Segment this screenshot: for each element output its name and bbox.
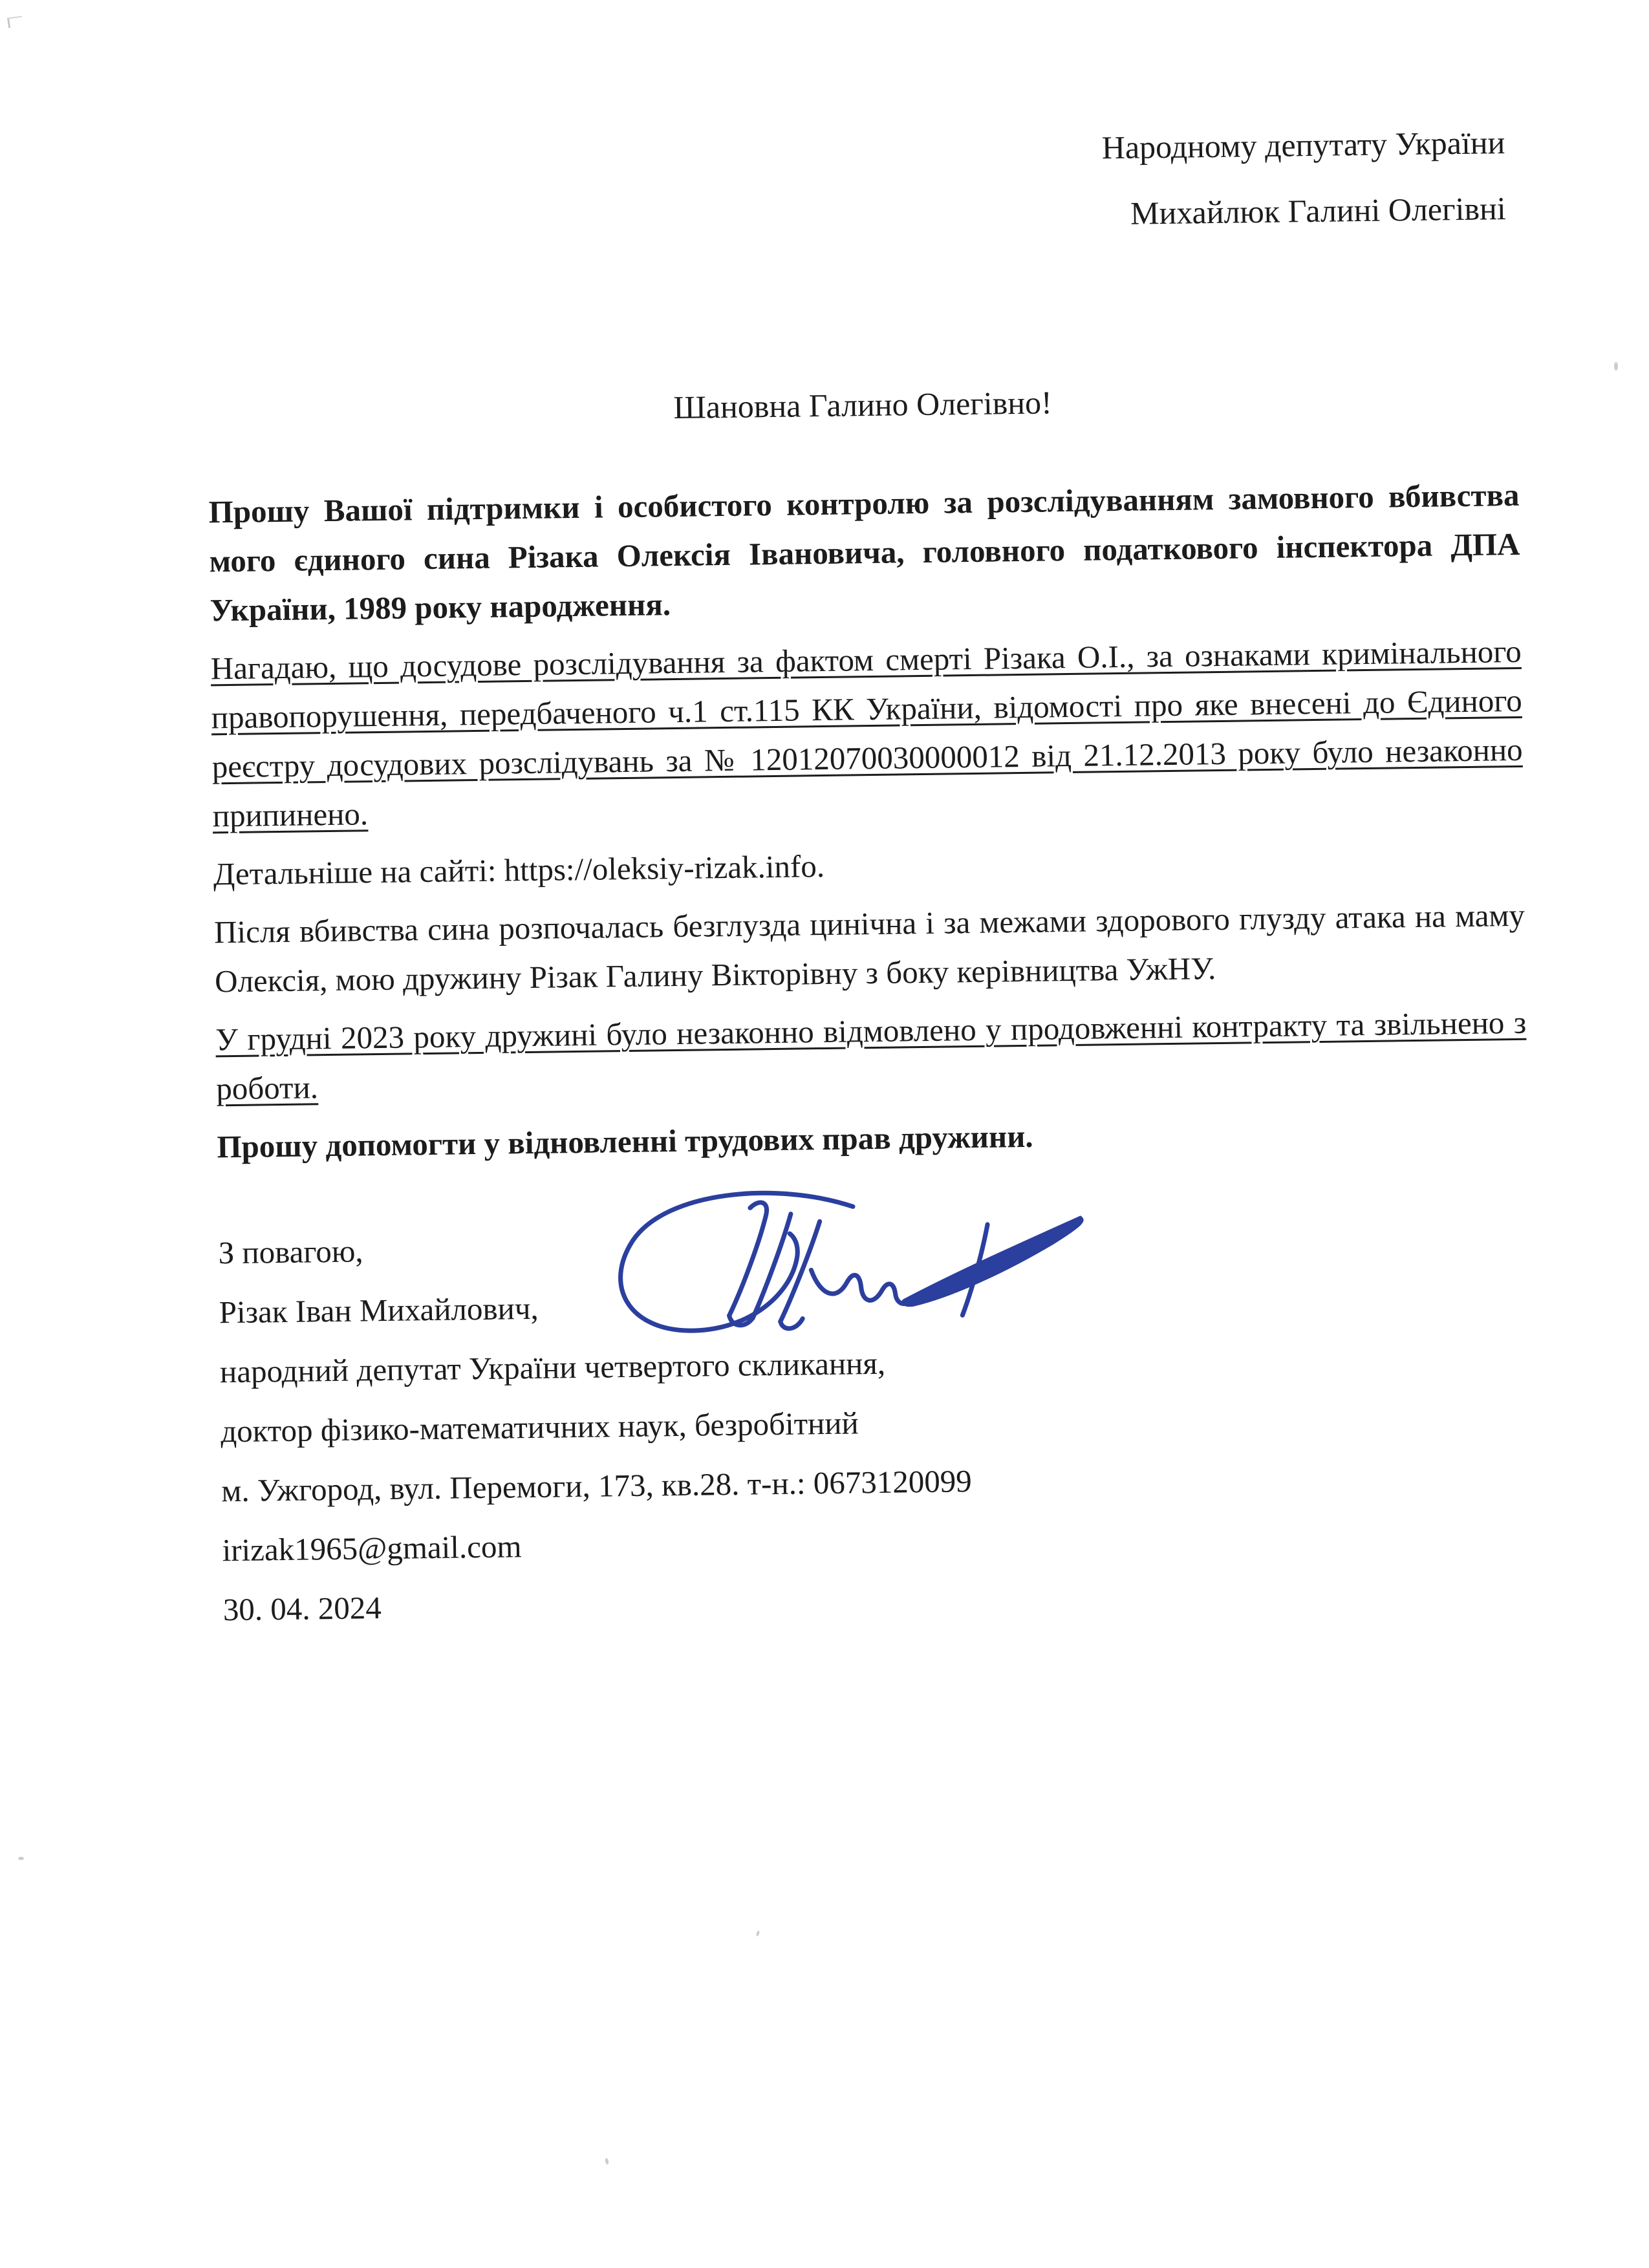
paragraph-attack: Після вбивства сина розпочалась безглузда цинічна і за межами здорового глузду атака на маму Олексія, мою дружину Різак Галину Вікторівну з боку керівництва УжНУ. <box>213 897 1525 1000</box>
paragraph-help-request-bold: Прошу допомогти у відновленні трудових прав дружини. <box>217 1118 1033 1165</box>
closing: З повагою, <box>218 1233 363 1271</box>
paragraph-website: Детальніше на сайті: https://oleksiy-rizak.info. <box>213 848 825 892</box>
letter-date: 30. 04. 2024 <box>222 1590 382 1628</box>
recipient-line-2: Михайлюк Галині Олегівні <box>1130 190 1507 231</box>
sender-email: irizak1965@gmail.com <box>222 1528 522 1568</box>
salutation: Шановна Галино Олегівно! <box>673 384 1053 425</box>
sender-title-doctor: доктор фізико-математичних наук, безробітний <box>220 1405 859 1450</box>
paragraph-investigation-underlined: Нагадаю, що досудове розслідування за фактом смерті Різака О.І., за ознаками кримінального правопорушення, передбаченого ч.1 ст.115 КК України, відомості про яке внесені до Єдиного реєстру досудових розслідувань за № 12012070030000012 від 21.12.2013 року було незаконно припинено. <box>210 633 1523 834</box>
paragraph-dismissal-underlined: У грудні 2023 року дружині було незаконно відмовлено у продовженні контракту та звільнено з роботи. <box>215 1004 1527 1107</box>
recipient-line-1: Народному депутату України <box>1101 124 1505 166</box>
sender-address-phone: м. Ужгород, вул. Перемоги, 173, кв.28. т-н.: 0673120099 <box>221 1463 973 1509</box>
signature-block <box>218 1214 1322 1645</box>
paragraph-request-bold: Прошу Вашої підтримки і особистого контролю за розслідуванням замовного вбивства мого єдиного сина Різака Олексія Івановича, головного податкового інспектора ДПА України, 1989 року народження. <box>208 476 1520 628</box>
sender-name: Різак Іван Михайлович, <box>219 1290 539 1331</box>
sender-title-deputy: народний депутат України четвертого скликання, <box>219 1345 886 1390</box>
letter-body <box>208 471 1528 1181</box>
recipient-block <box>1101 118 1506 255</box>
